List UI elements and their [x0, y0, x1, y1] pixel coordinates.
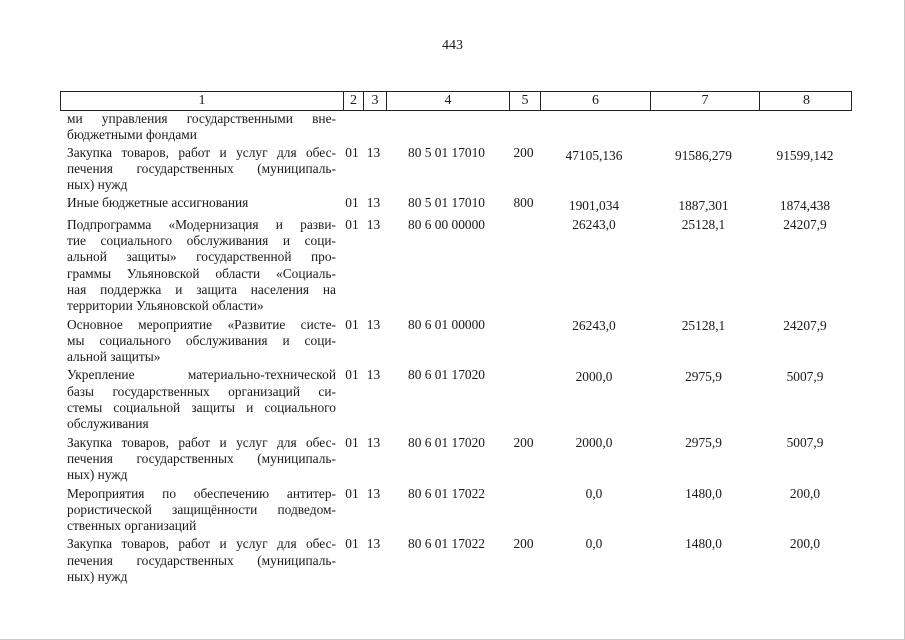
- cell-c2: 01: [345, 485, 359, 501]
- cell-c6: 26243,0: [572, 216, 616, 232]
- column-header: 4: [386, 92, 509, 110]
- cell-c3: 13: [366, 195, 381, 211]
- description-line: Подпрограмма «Модернизация и разви-: [67, 216, 336, 232]
- cell-c2: [342, 111, 362, 144]
- cell-c5: [508, 217, 539, 315]
- column-header: 1: [198, 93, 206, 108]
- row-description: [60, 217, 342, 315]
- cell-c2: 01: [345, 195, 359, 211]
- cell-c4: 80 6 01 17020: [408, 367, 485, 383]
- description-line: Мероприятия по обеспечению антитер-: [67, 485, 336, 501]
- description-line: ных) нужд: [67, 467, 128, 483]
- cell-c8: 24207,9: [783, 216, 827, 232]
- cell-c6: 2000,0: [575, 369, 613, 385]
- cell-c7: 25128,1: [681, 317, 726, 333]
- description-line: территории Ульяновской области»: [67, 298, 264, 314]
- cell-c8: 91599,142: [776, 147, 834, 163]
- description-line: рористической защищённости подведом-: [67, 501, 336, 517]
- cell-c3: 13: [366, 144, 381, 160]
- cell-c4: 80 6 01 00000: [408, 316, 485, 332]
- cell-c3: 13: [366, 316, 381, 332]
- description-line: Закупка товаров, работ и услуг для обес-: [67, 144, 336, 160]
- table-row: [60, 111, 852, 144]
- row-description: [60, 317, 342, 366]
- row-description: [60, 435, 342, 484]
- description-line: стемы социальной защиты и социального: [67, 400, 336, 416]
- cell-c4: 80 6 01 17022: [408, 536, 485, 552]
- column-header: 2: [343, 92, 363, 110]
- cell-c4: 80 5 01 17010: [408, 195, 485, 211]
- description-line: Закупка товаров, работ и услуг для обес-: [67, 536, 336, 552]
- cell-c7: 1887,301: [678, 198, 729, 214]
- column-header: 6: [540, 92, 650, 110]
- cell-c2: 01: [345, 316, 359, 332]
- description-line: тие социального обслуживания и соци-: [67, 233, 336, 249]
- description-line: Иные бюджетные ассигнования: [67, 195, 249, 211]
- cell-c7: 1480,0: [685, 485, 722, 501]
- cell-c8: 24207,9: [783, 317, 827, 333]
- row-description: [60, 536, 342, 585]
- cell-c5: 200: [513, 144, 534, 160]
- row-description: [60, 111, 342, 144]
- cell-c7: [649, 111, 758, 144]
- cell-c6: 26243,0: [572, 317, 616, 333]
- cell-c6: 1901,034: [568, 198, 620, 214]
- table-row: [60, 367, 852, 432]
- table-row: [60, 317, 852, 366]
- cell-c8: 5007,9: [786, 369, 824, 385]
- cell-c4: 80 6 01 17020: [408, 434, 485, 450]
- row-description: [60, 145, 342, 194]
- cell-c6: [539, 111, 649, 144]
- cell-c6: 47105,136: [565, 147, 623, 163]
- cell-c8: 200,0: [789, 536, 821, 552]
- row-description: [60, 367, 342, 432]
- cell-c3: 13: [366, 216, 381, 232]
- cell-c2: 01: [345, 144, 359, 160]
- description-line: бюджетными фондами: [67, 127, 197, 143]
- cell-c5: [508, 317, 539, 366]
- cell-c5: 200: [513, 536, 534, 552]
- row-description: [60, 195, 342, 214]
- cell-c3: [362, 111, 385, 144]
- cell-c7: 2975,9: [685, 434, 722, 450]
- page-number: 443: [442, 38, 463, 53]
- table-row: [60, 195, 852, 214]
- table-header: [60, 91, 852, 111]
- cell-c7: 1480,0: [685, 536, 722, 552]
- cell-c6: 0,0: [585, 485, 603, 501]
- cell-c8: 1874,438: [779, 198, 831, 214]
- column-header: 7: [650, 92, 759, 110]
- cell-c6: 2000,0: [575, 434, 613, 450]
- cell-c5: [508, 111, 539, 144]
- table-row: [60, 145, 852, 194]
- description-line: мы социального обслуживания и соци-: [67, 332, 336, 348]
- column-header: 8: [759, 92, 853, 110]
- description-line: печения государственных (муниципаль-: [67, 160, 336, 176]
- cell-c7: 2975,9: [685, 369, 722, 385]
- description-line: базы государственных организаций си-: [67, 383, 336, 399]
- description-line: обслуживания: [67, 416, 149, 432]
- cell-c5: 800: [513, 195, 534, 211]
- description-line: печения государственных (муниципаль-: [67, 450, 336, 466]
- cell-c3: 13: [366, 536, 381, 552]
- table-body: [60, 111, 852, 585]
- cell-c2: 01: [345, 216, 359, 232]
- description-line: Основное мероприятие «Развитие систе-: [67, 316, 336, 332]
- description-line: ных) нужд: [67, 177, 128, 193]
- description-line: Закупка товаров, работ и услуг для обес-: [67, 434, 336, 450]
- table-row: [60, 217, 852, 315]
- row-description: [60, 486, 342, 535]
- cell-c3: 13: [366, 367, 381, 383]
- cell-c5: [508, 367, 539, 432]
- cell-c3: 13: [366, 434, 381, 450]
- description-line: Укрепление материально-технической: [67, 367, 336, 383]
- cell-c8: [758, 111, 852, 144]
- cell-c2: 01: [345, 434, 359, 450]
- cell-c6: 0,0: [585, 536, 603, 552]
- description-line: ная поддержка и защита населения на: [67, 281, 336, 297]
- description-line: ственных организаций: [67, 518, 197, 534]
- description-line: ных) нужд: [67, 569, 128, 585]
- description-line: альной защиты»: [67, 349, 161, 365]
- cell-c2: 01: [345, 367, 359, 383]
- column-header: 5: [509, 92, 540, 110]
- cell-c4: 80 5 01 17010: [408, 144, 485, 160]
- table-row: [60, 486, 852, 535]
- cell-c5: [508, 486, 539, 535]
- cell-c4: 80 6 00 00000: [408, 216, 485, 232]
- cell-c3: 13: [366, 485, 381, 501]
- description-line: печения государственных (муниципаль-: [67, 552, 336, 568]
- table-row: [60, 435, 852, 484]
- cell-c5: 200: [513, 434, 534, 450]
- cell-c7: 91586,279: [675, 147, 732, 163]
- cell-c2: 01: [345, 536, 359, 552]
- description-line: альной защиты» государственной про-: [67, 249, 336, 265]
- description-line: граммы Ульяновской области «Социаль-: [67, 265, 336, 281]
- cell-c4: [385, 111, 508, 144]
- cell-c4: 80 6 01 17022: [408, 485, 485, 501]
- cell-c8: 5007,9: [786, 434, 824, 450]
- table-row: [60, 536, 852, 585]
- description-line: ми управления государственными вне-: [67, 111, 336, 126]
- cell-c8: 200,0: [789, 485, 821, 501]
- column-header: 3: [363, 92, 386, 110]
- cell-c7: 25128,1: [681, 216, 726, 232]
